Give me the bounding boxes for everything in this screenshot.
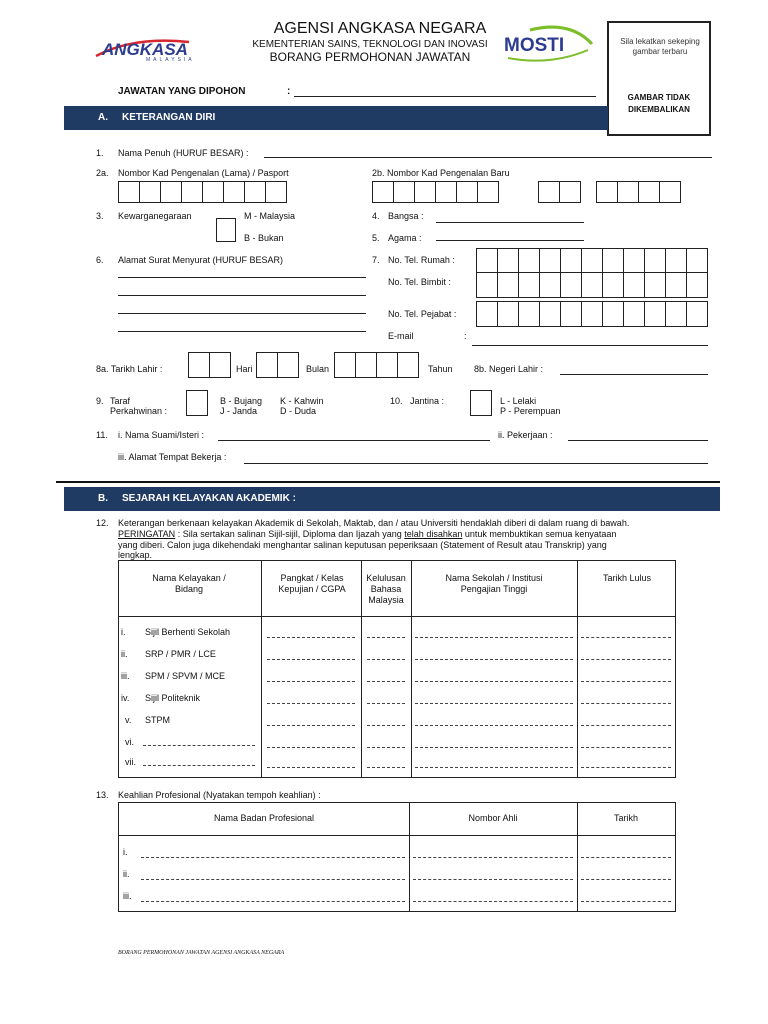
q2a-label: Nombor Kad Pengenalan (Lama) / Pasport — [118, 168, 289, 178]
grade-field[interactable] — [267, 703, 355, 704]
date-field[interactable] — [581, 725, 671, 726]
row-num: iv. — [121, 693, 130, 703]
date-field[interactable] — [581, 767, 671, 768]
q7-office-label: No. Tel. Pejabat : — [388, 309, 457, 319]
professional-table — [118, 802, 676, 912]
prof-header-member-no: Nombor Ahli — [468, 813, 518, 823]
prof-body-field[interactable] — [141, 901, 405, 902]
table-header-divider — [119, 835, 675, 836]
marital-status-box[interactable] — [186, 390, 208, 416]
phone-digit-box[interactable] — [539, 301, 561, 327]
q11-num: 11. — [96, 430, 108, 440]
date-field[interactable] — [581, 681, 671, 682]
table-header-institution: Nama Sekolah / Institusi Pengajian Tinggi — [445, 573, 543, 594]
day-digit-box[interactable] — [209, 352, 231, 378]
q12-num: 12. — [96, 518, 109, 528]
table-row — [119, 887, 675, 907]
marital-option-j: J - Janda — [220, 406, 258, 416]
grade-field[interactable] — [267, 767, 355, 768]
phone-digit-box[interactable] — [623, 248, 645, 274]
section-b-letter: B. — [98, 493, 108, 504]
ic-digit-box[interactable] — [414, 181, 436, 203]
malay-field[interactable] — [367, 681, 405, 682]
q11-label-ii: ii. Pekerjaan : — [498, 430, 553, 440]
phone-digit-box[interactable] — [518, 301, 540, 327]
address-line-2[interactable] — [118, 295, 366, 296]
marital-option-b: B - Bujang — [220, 396, 263, 406]
position-label: JAWATAN YANG DIPOHON — [118, 86, 246, 97]
q10-num: 10. — [390, 396, 403, 406]
table-header-qualification: Nama Kelayakan / Bidang — [152, 573, 226, 594]
ic-digit-box[interactable] — [139, 181, 161, 203]
month-digit-box[interactable] — [256, 352, 278, 378]
birth-state-input[interactable] — [560, 374, 708, 375]
table-row — [119, 623, 675, 643]
form-title: BORANG PERMOHONAN JAWATAN — [269, 50, 471, 64]
q6-num: 6. — [96, 255, 104, 265]
citizenship-option-m: M - Malaysia — [244, 211, 296, 221]
grade-field[interactable] — [267, 637, 355, 638]
ic-digit-box[interactable] — [160, 181, 182, 203]
prof-body-field[interactable] — [141, 879, 405, 880]
year-digit-box[interactable] — [376, 352, 398, 378]
position-input[interactable] — [294, 96, 596, 97]
row-num: iii. — [121, 671, 130, 681]
q11-label-iii: iii. Alamat Tempat Bekerja : — [118, 452, 227, 462]
prof-header-date: Tarikh — [613, 813, 638, 823]
prof-member-field[interactable] — [413, 879, 573, 880]
q9-label-1: Taraf — [110, 396, 131, 406]
prof-member-field[interactable] — [413, 857, 573, 858]
year-digit-box[interactable] — [397, 352, 419, 378]
spouse-workplace-input[interactable] — [244, 463, 708, 464]
mobile-phone-boxes[interactable] — [476, 272, 714, 298]
prof-header-body: Nama Badan Profesional — [213, 813, 315, 823]
qualification-field[interactable] — [143, 765, 255, 766]
institution-field[interactable] — [415, 637, 573, 638]
institution-field[interactable] — [415, 747, 573, 748]
full-name-input[interactable] — [264, 157, 712, 158]
row-num: i. — [123, 847, 128, 857]
gender-option-l: L - Lelaki — [500, 396, 537, 406]
q8a-label: 8a. Tarikh Lahir : — [96, 364, 163, 374]
table-row — [119, 689, 675, 709]
q8b-label: 8b. Negeri Lahir : — [474, 364, 544, 374]
marital-option-d: D - Duda — [280, 406, 317, 416]
phone-digit-box[interactable] — [623, 272, 645, 298]
q12-line-3: yang diberi. Calon juga dikehendaki menghantar salinan keputusan peperiksaan (Statement of Result atau Transkrip) yang — [118, 540, 607, 550]
phone-digit-box[interactable] — [518, 272, 540, 298]
row-num: ii. — [123, 869, 130, 879]
marital-option-k: K - Kahwin — [280, 396, 324, 406]
date-field[interactable] — [581, 659, 671, 660]
old-ic-boxes[interactable] — [118, 181, 294, 203]
phone-digit-box[interactable] — [560, 248, 582, 274]
malay-field[interactable] — [367, 659, 405, 660]
table-row — [119, 667, 675, 687]
spouse-name-input[interactable] — [218, 440, 490, 441]
q5-label: Agama : — [388, 233, 422, 243]
footer-text: BORANG PERMOHONAN JAWATAN AGENSI ANGKASA NEGARA — [118, 950, 285, 956]
q8a-year: Tahun — [428, 364, 453, 374]
photo-note-1: GAMBAR TIDAK — [627, 93, 691, 102]
section-a-letter: A. — [98, 112, 108, 123]
phone-digit-box[interactable] — [560, 301, 582, 327]
phone-digit-box[interactable] — [665, 301, 687, 327]
q7-num: 7. — [372, 255, 380, 265]
ic-digit-box[interactable] — [118, 181, 140, 203]
q5-num: 5. — [372, 233, 380, 243]
ic-digit-box[interactable] — [244, 181, 266, 203]
ic-digit-box[interactable] — [372, 181, 394, 203]
academic-table — [118, 560, 676, 778]
section-a-header — [64, 106, 608, 130]
ic-digit-box[interactable] — [456, 181, 478, 203]
phone-digit-box[interactable] — [581, 272, 603, 298]
q1-label: Nama Penuh (HURUF BESAR) : — [118, 148, 249, 158]
section-b-header — [64, 487, 720, 511]
angkasa-logo-text: ANGKASA — [102, 40, 188, 59]
phone-digit-box[interactable] — [686, 272, 708, 298]
angkasa-logo — [94, 34, 212, 64]
row-label: STPM — [145, 715, 171, 725]
table-row — [119, 711, 675, 731]
address-line-4[interactable] — [118, 331, 366, 332]
q12-line-2b: untuk membuktikan semua kenyataan — [462, 529, 617, 539]
year-digit-box[interactable] — [334, 352, 356, 378]
phone-digit-box[interactable] — [476, 301, 498, 327]
ic-digit-box[interactable] — [265, 181, 287, 203]
prof-body-field[interactable] — [141, 857, 405, 858]
phone-digit-box[interactable] — [539, 272, 561, 298]
mosti-logo-text: MOSTI — [504, 35, 565, 56]
ic-digit-box[interactable] — [393, 181, 415, 203]
q12-line-2a: : Sila sertakan salinan Sijil-sijil, Diploma dan Ijazah yang — [175, 529, 405, 539]
phone-digit-box[interactable] — [497, 248, 519, 274]
phone-digit-box[interactable] — [644, 248, 666, 274]
table-header-malay-pass: Kelulusan Bahasa Malaysia — [366, 573, 406, 605]
phone-digit-box[interactable] — [623, 301, 645, 327]
ic-digit-box[interactable] — [596, 181, 618, 203]
phone-digit-box[interactable] — [602, 301, 624, 327]
q13-label: Keahlian Profesional (Nyatakan tempoh keahlian) : — [118, 790, 321, 800]
grade-field[interactable] — [267, 747, 355, 748]
photo-note-2: DIKEMBALIKAN — [628, 105, 690, 114]
row-num: vi. — [125, 737, 134, 747]
table-row — [119, 755, 675, 775]
date-field[interactable] — [581, 747, 671, 748]
q12-line-1: Keterangan berkenaan kelayakan Akademik di Sekolah, Maktab, dan / atau Universiti hendaklah diberi di dalam ruang di bawah. — [118, 518, 630, 528]
q7-email-colon: : — [464, 331, 467, 341]
ic-digit-box[interactable] — [223, 181, 245, 203]
year-digit-box[interactable] — [355, 352, 377, 378]
ic-digit-box[interactable] — [181, 181, 203, 203]
institution-field[interactable] — [415, 725, 573, 726]
grade-field[interactable] — [267, 659, 355, 660]
date-field[interactable] — [581, 703, 671, 704]
malay-field[interactable] — [367, 747, 405, 748]
row-label: SPM / SPVM / MCE — [145, 671, 226, 681]
table-row — [119, 645, 675, 665]
phone-digit-box[interactable] — [476, 272, 498, 298]
race-input[interactable] — [436, 222, 584, 223]
row-label: Sijil Berhenti Sekolah — [145, 627, 231, 637]
malay-field[interactable] — [367, 767, 405, 768]
religion-input[interactable] — [436, 240, 584, 241]
malay-field[interactable] — [367, 637, 405, 638]
phone-digit-box[interactable] — [644, 301, 666, 327]
table-header-grade: Pangkat / Kelas Kepujian / CGPA — [278, 573, 346, 594]
citizenship-box[interactable] — [216, 218, 236, 242]
institution-field[interactable] — [415, 659, 573, 660]
row-num: ii. — [121, 649, 128, 659]
ic-digit-box[interactable] — [477, 181, 499, 203]
q8a-day: Hari — [236, 364, 253, 374]
phone-digit-box[interactable] — [665, 248, 687, 274]
ic-digit-box[interactable] — [617, 181, 639, 203]
institution-field[interactable] — [415, 767, 573, 768]
grade-field[interactable] — [267, 725, 355, 726]
ic-digit-box[interactable] — [202, 181, 224, 203]
malay-field[interactable] — [367, 703, 405, 704]
photo-box — [607, 21, 711, 136]
row-label: SRP / PMR / LCE — [145, 649, 216, 659]
q9-num: 9. — [96, 396, 104, 406]
q1-num: 1. — [96, 148, 104, 158]
q7-email-label: E-mail — [388, 331, 414, 341]
day-digit-box[interactable] — [188, 352, 210, 378]
q7-home-label: No. Tel. Rumah : — [388, 255, 455, 265]
phone-digit-box[interactable] — [518, 248, 540, 274]
row-num: i. — [121, 627, 126, 637]
citizenship-option-b: B - Bukan — [244, 233, 284, 243]
row-num: vii. — [125, 757, 136, 767]
angkasa-logo-subtext: MALAYSIA — [146, 57, 195, 63]
table-row — [119, 865, 675, 885]
q3-label: Kewarganegaraan — [118, 211, 192, 221]
phone-digit-box[interactable] — [602, 272, 624, 298]
institution-field[interactable] — [415, 681, 573, 682]
row-num: v. — [125, 715, 132, 725]
ic-digit-box[interactable] — [638, 181, 660, 203]
q12-warning-label: PERINGATAN — [118, 529, 176, 539]
phone-digit-box[interactable] — [560, 272, 582, 298]
grade-field[interactable] — [267, 681, 355, 682]
q7-mobile-label: No. Tel. Bimbit : — [388, 277, 451, 287]
office-phone-boxes[interactable] — [476, 301, 714, 327]
phone-digit-box[interactable] — [539, 248, 561, 274]
q12-line-2-emphasis: telah disahkan — [404, 529, 463, 539]
table-header-divider — [119, 616, 675, 617]
ministry-subtitle: KEMENTERIAN SAINS, TEKNOLOGI DAN INOVASI — [252, 39, 488, 50]
q8a-month: Bulan — [306, 364, 330, 374]
q2a-num: 2a. — [96, 168, 109, 178]
ic-digit-box[interactable] — [559, 181, 581, 203]
month-digit-box[interactable] — [277, 352, 299, 378]
q12-line-4: lengkap. — [118, 550, 153, 560]
table-row — [119, 843, 675, 863]
prof-date-field[interactable] — [581, 879, 671, 880]
table-row — [119, 733, 675, 753]
ic-digit-box[interactable] — [538, 181, 560, 203]
qualification-field[interactable] — [143, 745, 255, 746]
q6-label: Alamat Surat Menyurat (HURUF BESAR) — [118, 255, 284, 265]
phone-digit-box[interactable] — [497, 301, 519, 327]
phone-digit-box[interactable] — [581, 248, 603, 274]
institution-field[interactable] — [415, 703, 573, 704]
agency-title: AGENSI ANGKASA NEGARA — [273, 20, 487, 37]
section-a-title: KETERANGAN DIRI — [122, 112, 216, 123]
spouse-job-input[interactable] — [568, 440, 708, 441]
photo-instruction: Sila lekatkan sekeping gambar terbaru — [620, 37, 700, 56]
address-line-1[interactable] — [118, 277, 366, 278]
email-input[interactable] — [472, 345, 708, 346]
phone-digit-box[interactable] — [686, 248, 708, 274]
phone-digit-box[interactable] — [497, 272, 519, 298]
q4-num: 4. — [372, 211, 380, 221]
gender-option-p: P - Perempuan — [500, 406, 561, 416]
q3-num: 3. — [96, 211, 104, 221]
mosti-logo — [500, 22, 600, 64]
section-b-title: SEJARAH KELAYAKAN AKADEMIK : — [122, 493, 296, 504]
row-num: iii. — [123, 891, 132, 901]
malay-field[interactable] — [367, 725, 405, 726]
ic-digit-box[interactable] — [435, 181, 457, 203]
row-label: Sijil Politeknik — [145, 693, 201, 703]
q4-label: Bangsa : — [388, 211, 424, 221]
address-line-3[interactable] — [118, 313, 366, 314]
new-ic-boxes[interactable] — [372, 181, 712, 203]
q11-label-i: i. Nama Suami/Isteri : — [118, 430, 205, 440]
q9-label-2: Perkahwinan : — [110, 406, 168, 416]
position-colon: : — [287, 86, 291, 97]
section-divider — [56, 481, 720, 483]
prof-member-field[interactable] — [413, 901, 573, 902]
phone-digit-box[interactable] — [581, 301, 603, 327]
phone-digit-box[interactable] — [644, 272, 666, 298]
q13-num: 13. — [96, 790, 109, 800]
prof-date-field[interactable] — [581, 857, 671, 858]
q10-label: Jantina : — [410, 396, 445, 406]
prof-date-field[interactable] — [581, 901, 671, 902]
q2b-label: 2b. Nombor Kad Pengenalan Baru — [372, 168, 510, 178]
gender-box[interactable] — [470, 390, 492, 416]
phone-digit-box[interactable] — [665, 272, 687, 298]
table-header-date: Tarikh Lulus — [602, 573, 652, 583]
home-phone-boxes[interactable] — [476, 248, 714, 274]
date-field[interactable] — [581, 637, 671, 638]
q12-line-2 — [118, 529, 616, 539]
phone-digit-box[interactable] — [602, 248, 624, 274]
ic-digit-box[interactable] — [659, 181, 681, 203]
phone-digit-box[interactable] — [686, 301, 708, 327]
phone-digit-box[interactable] — [476, 248, 498, 274]
